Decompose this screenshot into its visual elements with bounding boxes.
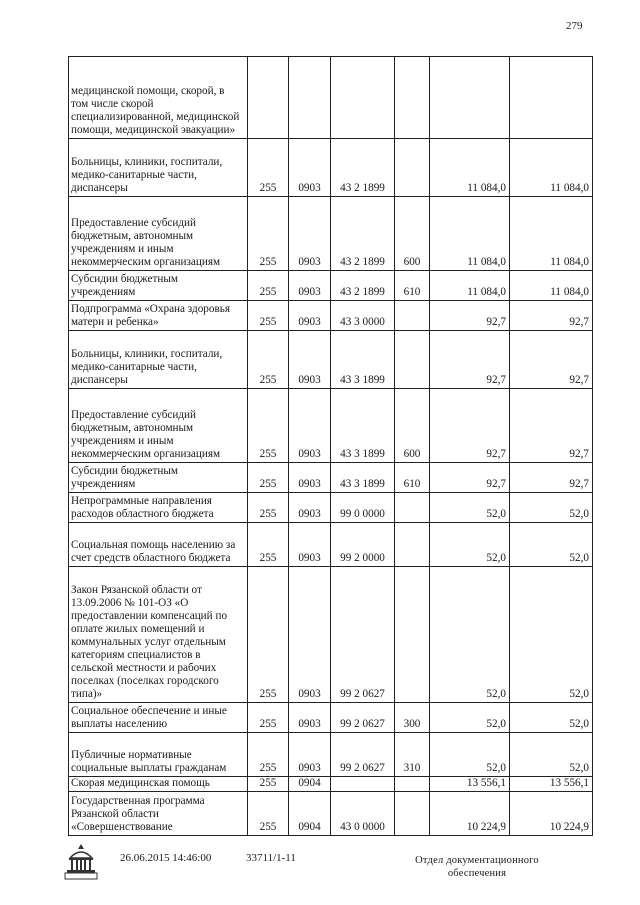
cell-amount-1: 11 084,0 (430, 197, 510, 271)
cell-ministry (248, 57, 289, 139)
cell-target (331, 57, 395, 139)
cell-expense-type: 610 (395, 463, 430, 493)
cell-target: 99 2 0627 (331, 703, 395, 733)
cell-amount-2: 92,7 (510, 331, 593, 389)
cell-expense-type: 610 (395, 271, 430, 301)
cell-name: Субсидии бюджетным учреждениям (69, 463, 248, 493)
cell-target: 43 2 1899 (331, 197, 395, 271)
cell-section: 0903 (289, 493, 331, 523)
cell-amount-1: 52,0 (430, 567, 510, 703)
cell-ministry: 255 (248, 389, 289, 463)
table-row (69, 733, 593, 777)
cell-ministry: 255 (248, 733, 289, 777)
cell-amount-2: 11 084,0 (510, 271, 593, 301)
cell-amount-2: 92,7 (510, 389, 593, 463)
cell-target: 43 3 1899 (331, 389, 395, 463)
cell-amount-2: 52,0 (510, 523, 593, 567)
cell-name: Социальное обеспечение и иные выплаты населению (69, 703, 248, 733)
table-row (69, 57, 593, 139)
cell-expense-type (395, 139, 430, 197)
cell-ministry: 255 (248, 523, 289, 567)
cell-expense-type: 600 (395, 389, 430, 463)
cell-expense-type (395, 301, 430, 331)
cell-amount-2: 11 084,0 (510, 197, 593, 271)
cell-section: 0903 (289, 567, 331, 703)
cell-section: 0903 (289, 197, 331, 271)
footer-doc-number: 33711/1-11 (246, 852, 296, 864)
table-row (69, 139, 593, 197)
cell-ministry: 255 (248, 331, 289, 389)
cell-name: Социальная помощь населению за счет средств областного бюджета (69, 523, 248, 567)
cell-target: 99 2 0627 (331, 567, 395, 703)
table-row (69, 271, 593, 301)
cell-amount-1: 13 556,1 (430, 777, 510, 792)
cell-name: Закон Рязанской области от 13.09.2006 № 101-ОЗ «О предоставлении компенсаций по оплате жилых помещений и коммунальных услуг отдельным категориям специалистов в сельской местности и рабочих поселках (поселках городского типа)» (69, 567, 248, 703)
cell-amount-1: 52,0 (430, 733, 510, 777)
cell-name: Подпрограмма «Охрана здоровья матери и ребенка» (69, 301, 248, 331)
cell-amount-2: 52,0 (510, 493, 593, 523)
cell-name: Субсидии бюджетным учреждениям (69, 271, 248, 301)
cell-ministry: 255 (248, 463, 289, 493)
cell-amount-1 (430, 57, 510, 139)
cell-amount-2: 92,7 (510, 463, 593, 493)
cell-ministry: 255 (248, 139, 289, 197)
cell-name: Государственная программа Рязанской области «Совершенствование (69, 792, 248, 836)
cell-ministry: 255 (248, 301, 289, 331)
cell-name: Предоставление субсидий бюджетным, автономным учреждениям и иным некоммерческим организациям (69, 197, 248, 271)
cell-amount-2: 92,7 (510, 301, 593, 331)
department-line-2: обеспечения (447, 868, 507, 879)
cell-expense-type (395, 331, 430, 389)
cell-target: 43 3 1899 (331, 331, 395, 389)
cell-name: Предоставление субсидий бюджетным, автономным учреждениям и иным некоммерческим организациям (69, 389, 248, 463)
cell-expense-type (395, 493, 430, 523)
cell-name: медицинской помощи, скорой, в том числе скорой специализированной, медицинской помощи, медицинской эвакуации» (69, 57, 248, 139)
cell-ministry: 255 (248, 777, 289, 792)
cell-target: 43 2 1899 (331, 139, 395, 197)
cell-section: 0903 (289, 463, 331, 493)
cell-target: 99 2 0627 (331, 733, 395, 777)
table-row (69, 703, 593, 733)
table-row (69, 792, 593, 836)
cell-amount-1: 52,0 (430, 493, 510, 523)
cell-amount-2: 10 224,9 (510, 792, 593, 836)
cell-ministry: 255 (248, 567, 289, 703)
cell-amount-1: 92,7 (430, 331, 510, 389)
cell-section: 0903 (289, 703, 331, 733)
footer-timestamp: 26.06.2015 14:46:00 (120, 852, 212, 864)
cell-section: 0903 (289, 271, 331, 301)
department-line-1: Отдел документационного (415, 855, 539, 866)
cell-amount-1: 10 224,9 (430, 792, 510, 836)
table-row (69, 463, 593, 493)
cell-section: 0904 (289, 777, 331, 792)
cell-expense-type (395, 57, 430, 139)
cell-section: 0903 (289, 139, 331, 197)
cell-expense-type (395, 792, 430, 836)
budget-table (68, 56, 593, 836)
cell-expense-type (395, 567, 430, 703)
cell-expense-type: 310 (395, 733, 430, 777)
cell-amount-2: 11 084,0 (510, 139, 593, 197)
table-row (69, 389, 593, 463)
cell-section: 0903 (289, 523, 331, 567)
page-number: 279 (566, 20, 583, 32)
table-row (69, 331, 593, 389)
cell-section: 0903 (289, 331, 331, 389)
cell-section: 0903 (289, 301, 331, 331)
cell-name: Больницы, клиники, госпитали, медико-санитарные части, диспансеры (69, 331, 248, 389)
cell-target: 43 3 1899 (331, 463, 395, 493)
cell-target: 43 0 0000 (331, 792, 395, 836)
cell-ministry: 255 (248, 792, 289, 836)
cell-amount-1: 92,7 (430, 463, 510, 493)
cell-amount-2: 52,0 (510, 567, 593, 703)
table-row (69, 777, 593, 792)
table-row (69, 523, 593, 567)
cell-amount-1: 92,7 (430, 389, 510, 463)
cell-amount-1: 52,0 (430, 703, 510, 733)
footer-department (412, 854, 542, 880)
cell-target: 99 0 0000 (331, 493, 395, 523)
cell-amount-1: 92,7 (430, 301, 510, 331)
cell-expense-type (395, 523, 430, 567)
cell-ministry: 255 (248, 703, 289, 733)
cell-amount-1: 11 084,0 (430, 271, 510, 301)
table-row (69, 301, 593, 331)
cell-amount-1: 11 084,0 (430, 139, 510, 197)
cell-section: 0903 (289, 733, 331, 777)
cell-amount-2: 52,0 (510, 703, 593, 733)
cell-ministry: 255 (248, 271, 289, 301)
duma-logo-icon (62, 842, 100, 882)
cell-amount-2 (510, 57, 593, 139)
table-row (69, 567, 593, 703)
cell-amount-1: 52,0 (430, 523, 510, 567)
cell-amount-2: 13 556,1 (510, 777, 593, 792)
cell-target: 99 2 0000 (331, 523, 395, 567)
cell-expense-type: 300 (395, 703, 430, 733)
cell-expense-type (395, 777, 430, 792)
cell-section: 0904 (289, 792, 331, 836)
cell-amount-2: 52,0 (510, 733, 593, 777)
cell-ministry: 255 (248, 493, 289, 523)
cell-section: 0903 (289, 389, 331, 463)
table-row (69, 197, 593, 271)
cell-name: Скорая медицинская помощь (69, 777, 248, 792)
cell-section (289, 57, 331, 139)
cell-name: Больницы, клиники, госпитали, медико-санитарные части, диспансеры (69, 139, 248, 197)
cell-target: 43 3 0000 (331, 301, 395, 331)
cell-ministry: 255 (248, 197, 289, 271)
cell-target: 43 2 1899 (331, 271, 395, 301)
table-row (69, 493, 593, 523)
cell-expense-type: 600 (395, 197, 430, 271)
cell-name: Публичные нормативные социальные выплаты гражданам (69, 733, 248, 777)
cell-name: Непрограммные направления расходов областного бюджета (69, 493, 248, 523)
cell-target (331, 777, 395, 792)
